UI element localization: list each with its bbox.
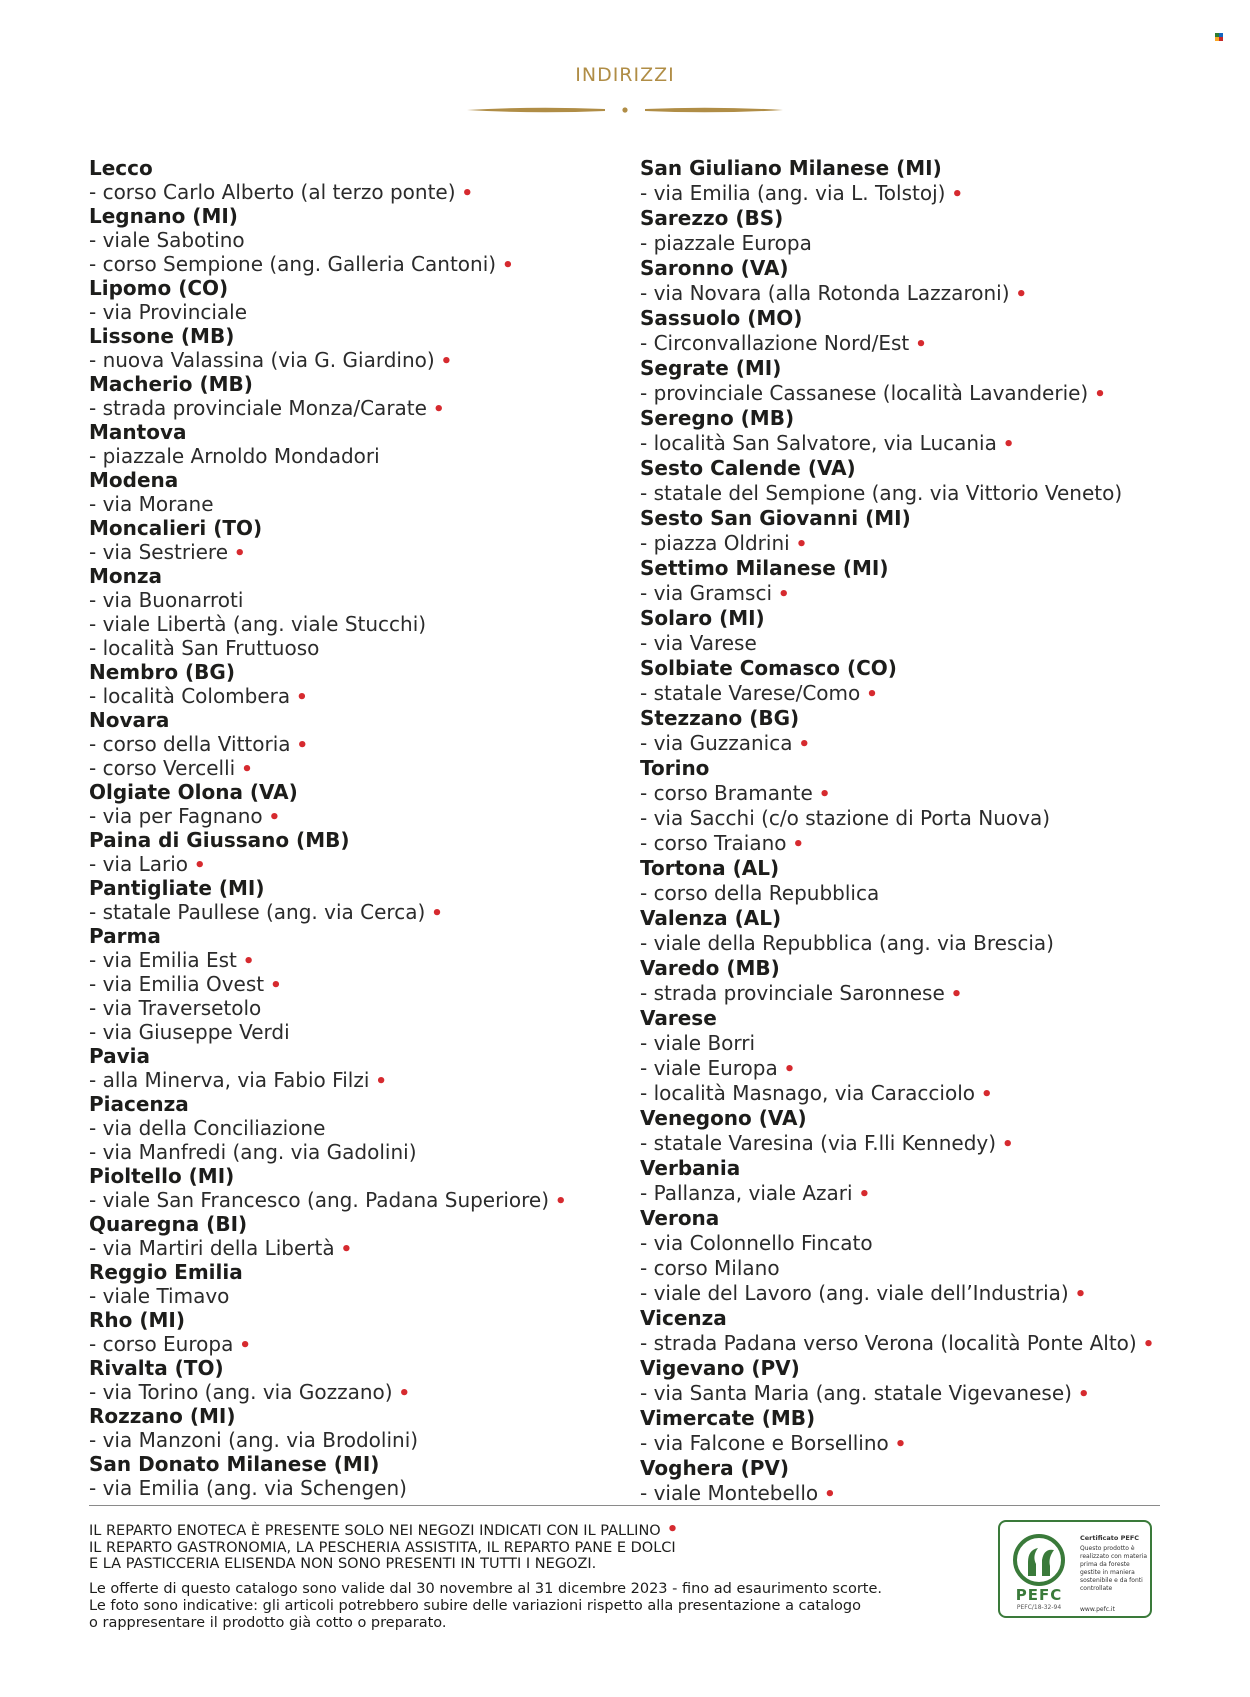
address-line	[640, 1381, 1240, 1406]
red-dot-icon: •	[1074, 1284, 1087, 1305]
divider-line	[89, 1505, 1160, 1506]
address-text: - via Gramsci	[640, 581, 773, 605]
address-line	[640, 331, 1240, 356]
city-heading: Stezzano (BG)	[640, 706, 800, 730]
address-text: - via Novara (alla Rotonda Lazzaroni)	[640, 281, 1010, 305]
address-line	[89, 1236, 609, 1260]
address-line	[640, 1256, 1240, 1281]
city-heading: Verbania	[640, 1156, 741, 1180]
address-line	[89, 852, 609, 876]
address-line	[89, 972, 609, 996]
red-dot-icon: •	[778, 584, 790, 605]
address-line	[640, 481, 1240, 506]
address-line	[640, 1181, 1240, 1206]
address-line	[640, 581, 1240, 606]
city-heading: Venegono (VA)	[640, 1106, 807, 1130]
address-text: - via Emilia Ovest	[89, 972, 265, 996]
address-line	[640, 181, 1240, 206]
city-heading: Sesto San Giovanni (MI)	[640, 506, 911, 530]
red-dot-icon: •	[1077, 1384, 1090, 1405]
red-dot-icon: •	[792, 834, 805, 855]
red-dot-icon: •	[795, 534, 808, 555]
address-line	[89, 1380, 609, 1404]
address-text: - viale San Francesco (ang. Padana Superiore)	[89, 1188, 550, 1212]
address-text: - statale Varesina (via F.lli Kennedy)	[640, 1131, 997, 1155]
red-dot-icon: •	[234, 543, 246, 564]
address-text: - statale Paullese (ang. via Cerca)	[89, 900, 426, 924]
address-line	[89, 300, 609, 324]
red-dot-icon: •	[783, 1059, 796, 1080]
address-line	[89, 180, 609, 204]
address-text: - statale del Sempione (ang. via Vittorio Veneto)	[640, 481, 1123, 505]
address-line	[89, 396, 609, 420]
red-dot-icon: •	[440, 351, 453, 372]
red-dot-icon: •	[398, 1383, 411, 1404]
city-heading: Settimo Milanese (MI)	[640, 556, 889, 580]
address-text: - via per Fagnano	[89, 804, 263, 828]
address-text: - viale Europa	[640, 1056, 778, 1080]
address-line	[89, 492, 609, 516]
address-line	[640, 1056, 1240, 1081]
red-dot-icon: •	[894, 1434, 907, 1455]
address-line	[640, 781, 1240, 806]
pefc-certificate-title: Certificato PEFC	[1080, 1534, 1140, 1542]
address-line	[89, 612, 609, 636]
city-heading: San Giuliano Milanese (MI)	[640, 156, 942, 180]
city-heading: Vimercate (MB)	[640, 1406, 816, 1430]
red-dot-icon: •	[431, 903, 443, 924]
city-heading: Varedo (MB)	[640, 956, 780, 980]
red-dot-icon: •	[502, 255, 514, 276]
city-heading: Rho (MI)	[89, 1308, 185, 1332]
city-heading: Pioltello (MI)	[89, 1164, 235, 1188]
city-heading: Voghera (PV)	[640, 1456, 789, 1480]
pefc-logo-text: PEFC	[1015, 1586, 1063, 1604]
city-heading: Tortona (AL)	[640, 856, 780, 880]
pefc-tree-icon	[1008, 1532, 1070, 1594]
city-heading: Rivalta (TO)	[89, 1356, 224, 1380]
city-heading: Macherio (MB)	[89, 372, 253, 396]
address-text: - corso Traiano	[640, 831, 787, 855]
pefc-code: PEFC/18-32-94	[1016, 1604, 1062, 1611]
address-line	[640, 806, 1240, 831]
address-text: - via Manzoni (ang. via Brodolini)	[89, 1428, 419, 1452]
address-text: - corso Bramante	[640, 781, 813, 805]
address-line	[640, 681, 1240, 706]
address-line	[640, 1131, 1240, 1156]
address-line	[89, 732, 609, 756]
city-heading: Paina di Giussano (MB)	[89, 828, 350, 852]
address-text: - via Provinciale	[89, 300, 248, 324]
address-line	[89, 1068, 609, 1092]
address-line	[89, 540, 609, 564]
address-line	[640, 1431, 1240, 1456]
address-line	[89, 1428, 609, 1452]
fine-print-line: Le foto sono indicative: gli articoli potrebbero subire delle variazioni rispetto alla presentazione a catalogo	[89, 1598, 861, 1614]
address-text: - via Emilia (ang. via L. Tolstoj)	[640, 181, 946, 205]
address-line	[640, 1231, 1240, 1256]
red-dot-icon: •	[915, 334, 927, 355]
address-line	[89, 636, 609, 660]
address-text: - viale Sabotino	[89, 228, 245, 252]
red-dot-icon: •	[270, 975, 282, 996]
city-heading: Saronno (VA)	[640, 256, 789, 280]
city-heading: Reggio Emilia	[89, 1260, 243, 1284]
red-dot-icon: •	[194, 855, 206, 876]
city-heading: Quaregna (BI)	[89, 1212, 248, 1236]
address-line	[640, 731, 1240, 756]
address-line	[89, 1332, 609, 1356]
red-dot-icon: •	[1142, 1334, 1155, 1355]
address-line	[640, 881, 1240, 906]
pefc-certificate-text	[1080, 1534, 1150, 1593]
address-text: - corso della Vittoria	[89, 732, 291, 756]
address-text: - statale Varese/Como	[640, 681, 861, 705]
address-line	[640, 431, 1240, 456]
red-dot-icon: •	[296, 735, 309, 756]
address-text: - località San Salvatore, via Lucania	[640, 431, 997, 455]
address-line	[640, 1481, 1240, 1506]
address-line	[640, 1031, 1240, 1056]
red-dot-icon: •	[824, 1484, 836, 1505]
address-line	[89, 444, 609, 468]
red-dot-icon: •	[268, 807, 281, 828]
city-heading: Mantova	[89, 420, 187, 444]
address-text: - piazza Oldrini	[640, 531, 790, 555]
address-text: - via Emilia Est	[89, 948, 237, 972]
address-text: - via Varese	[640, 631, 757, 655]
address-text: - via Falcone e Borsellino	[640, 1431, 889, 1455]
note-line: E LA PASTICCERIA ELISENDA NON SONO PRESENTI IN TUTTI I NEGOZI.	[89, 1556, 597, 1572]
red-dot-icon: •	[1015, 284, 1028, 305]
address-text: - via Colonnello Fincato	[640, 1231, 873, 1255]
city-heading: Solbiate Comasco (CO)	[640, 656, 897, 680]
address-line	[89, 348, 609, 372]
address-line	[89, 1140, 609, 1164]
city-heading: Sesto Calende (VA)	[640, 456, 856, 480]
fine-print-line: Le offerte di questo catalogo sono valide dal 30 novembre al 31 dicembre 2023 - fino ad esaurimento scorte.	[89, 1581, 882, 1597]
city-heading: Torino	[640, 756, 710, 780]
address-text: - via Morane	[89, 492, 214, 516]
city-heading: Lissone (MB)	[89, 324, 235, 348]
address-text: - corso della Repubblica	[640, 881, 880, 905]
red-dot-icon: •	[242, 951, 255, 972]
city-heading: Olgiate Olona (VA)	[89, 780, 298, 804]
city-heading: Novara	[89, 708, 170, 732]
address-text: - corso Europa	[89, 1332, 234, 1356]
address-text: - corso Milano	[640, 1256, 780, 1280]
note-line: IL REPARTO GASTRONOMIA, LA PESCHERIA ASSISTITA, IL REPARTO PANE E DOLCI	[89, 1539, 676, 1556]
red-dot-icon: •	[798, 734, 811, 755]
city-heading: Seregno (MB)	[640, 406, 795, 430]
address-line	[640, 831, 1240, 856]
address-text: - viale Montebello	[640, 1481, 819, 1505]
address-text: - viale Libertà (ang. viale Stucchi)	[89, 612, 427, 636]
city-heading: Vigevano (PV)	[640, 1356, 800, 1380]
address-text: - viale Borri	[640, 1031, 756, 1055]
address-text: - via Guzzanica	[640, 731, 793, 755]
red-dot-icon: •	[950, 984, 963, 1005]
address-line	[640, 1281, 1240, 1306]
page-title: INDIRIZZI	[575, 64, 675, 86]
address-line	[89, 1476, 609, 1500]
red-dot-icon: •	[340, 1239, 353, 1260]
address-line	[640, 1331, 1240, 1356]
red-dot-icon: •	[432, 399, 445, 420]
red-dot-icon: •	[239, 1335, 251, 1356]
address-line	[640, 931, 1240, 956]
address-text: - via Sacchi (c/o stazione di Porta Nuova)	[640, 806, 1051, 830]
address-line	[640, 281, 1240, 306]
address-line	[89, 756, 609, 780]
address-line	[89, 1020, 609, 1044]
address-text: - via della Conciliazione	[89, 1116, 326, 1140]
city-heading: Verona	[640, 1206, 720, 1230]
address-line	[89, 900, 609, 924]
address-line	[89, 228, 609, 252]
red-dot-icon: •	[858, 1184, 871, 1205]
address-text: - via Emilia (ang. via Schengen)	[89, 1476, 407, 1500]
city-heading: San Donato Milanese (MI)	[89, 1452, 380, 1476]
red-dot-icon: •	[1094, 384, 1106, 405]
red-dot-icon: •	[461, 183, 474, 204]
address-line	[89, 804, 609, 828]
address-text: - località San Fruttuoso	[89, 636, 320, 660]
pefc-url: www.pefc.it	[1080, 1606, 1115, 1613]
city-heading: Pavia	[89, 1044, 151, 1068]
address-line	[89, 588, 609, 612]
address-line	[89, 1188, 609, 1212]
city-heading: Segrate (MI)	[640, 356, 782, 380]
address-text: - via Lario	[89, 852, 188, 876]
address-line	[89, 1284, 609, 1308]
address-text: - strada Padana verso Verona (località Ponte Alto)	[640, 1331, 1137, 1355]
address-text: - via Manfredi (ang. via Gadolini)	[89, 1140, 417, 1164]
city-heading: Vicenza	[640, 1306, 727, 1330]
city-heading: Sarezzo (BS)	[640, 206, 784, 230]
red-dot-icon: •	[375, 1071, 387, 1092]
address-line	[89, 1116, 609, 1140]
address-text: - provinciale Cassanese (località Lavanderie)	[640, 381, 1089, 405]
city-heading: Varese	[640, 1006, 717, 1030]
address-text: - viale della Repubblica (ang. via Brescia)	[640, 931, 1054, 955]
city-heading: Moncalieri (TO)	[89, 516, 263, 540]
address-line	[640, 631, 1240, 656]
address-text: - corso Sempione (ang. Galleria Cantoni)	[89, 252, 497, 276]
address-text: - strada provinciale Monza/Carate	[89, 396, 427, 420]
address-text: - via Buonarroti	[89, 588, 244, 612]
ornament-divider	[465, 103, 785, 117]
city-heading: Valenza (AL)	[640, 906, 782, 930]
red-dot-icon: •	[555, 1191, 567, 1212]
city-heading: Rozzano (MI)	[89, 1404, 236, 1428]
address-line	[89, 996, 609, 1020]
pefc-certification-badge	[998, 1520, 1152, 1618]
address-line	[89, 252, 609, 276]
fine-print	[89, 1581, 989, 1632]
red-dot-icon: •	[296, 687, 308, 708]
address-text: - viale Timavo	[89, 1284, 230, 1308]
left-address-column	[89, 156, 609, 1500]
city-heading: Solaro (MI)	[640, 606, 765, 630]
department-notes	[89, 1519, 989, 1573]
address-line	[89, 948, 609, 972]
address-text: - piazzale Arnoldo Mondadori	[89, 444, 380, 468]
city-heading: Lipomo (CO)	[89, 276, 229, 300]
city-heading: Monza	[89, 564, 163, 588]
address-text: - via Sestriere	[89, 540, 229, 564]
address-text: - piazzale Europa	[640, 231, 812, 255]
right-address-column	[640, 156, 1240, 1506]
address-line	[640, 381, 1240, 406]
fine-print-line: o rappresentare il prodotto già cotto o preparato.	[89, 1615, 447, 1631]
address-line	[640, 531, 1240, 556]
city-heading: Pantigliate (MI)	[89, 876, 265, 900]
red-dot-icon: •	[1002, 1134, 1014, 1155]
city-heading: Sassuolo (MO)	[640, 306, 803, 330]
red-dot-icon: •	[666, 1519, 679, 1540]
address-line	[640, 1081, 1240, 1106]
city-heading: Legnano (MI)	[89, 204, 238, 228]
red-dot-icon: •	[951, 184, 963, 205]
address-text: - Pallanza, viale Azari	[640, 1181, 853, 1205]
address-text: - alla Minerva, via Fabio Filzi	[89, 1068, 370, 1092]
address-line	[640, 231, 1240, 256]
address-line	[89, 684, 609, 708]
address-text: - corso Carlo Alberto (al terzo ponte)	[89, 180, 456, 204]
color-registration-icon	[1215, 33, 1223, 41]
red-dot-icon: •	[241, 759, 253, 780]
address-text: - corso Vercelli	[89, 756, 236, 780]
address-text: - località Masnago, via Caracciolo	[640, 1081, 975, 1105]
red-dot-icon: •	[980, 1084, 993, 1105]
note-line: IL REPARTO ENOTECA È PRESENTE SOLO NEI NEGOZI INDICATI CON IL PALLINO •	[89, 1519, 679, 1540]
city-heading: Modena	[89, 468, 179, 492]
red-dot-icon: •	[866, 684, 878, 705]
red-dot-icon: •	[818, 784, 831, 805]
address-text: - via Santa Maria (ang. statale Vigevanese)	[640, 1381, 1072, 1405]
address-text: - nuova Valassina (via G. Giardino)	[89, 348, 435, 372]
address-text: - via Martiri della Libertà	[89, 1236, 335, 1260]
city-heading: Piacenza	[89, 1092, 189, 1116]
address-text: - via Torino (ang. via Gozzano)	[89, 1380, 393, 1404]
address-text: - viale del Lavoro (ang. viale dell’Industria)	[640, 1281, 1069, 1305]
address-line	[640, 981, 1240, 1006]
city-heading: Parma	[89, 924, 161, 948]
address-text: - via Giuseppe Verdi	[89, 1020, 290, 1044]
address-text: - località Colombera	[89, 684, 291, 708]
address-text: - Circonvallazione Nord/Est	[640, 331, 910, 355]
city-heading: Nembro (BG)	[89, 660, 235, 684]
city-heading: Lecco	[89, 156, 153, 180]
address-text: - via Traversetolo	[89, 996, 262, 1020]
address-text: - strada provinciale Saronnese	[640, 981, 945, 1005]
red-dot-icon: •	[1002, 434, 1015, 455]
pefc-certificate-body: Questo prodotto è realizzato con materia prima da foreste gestite in maniera sostenibile e da fonti controllate	[1080, 1545, 1147, 1592]
